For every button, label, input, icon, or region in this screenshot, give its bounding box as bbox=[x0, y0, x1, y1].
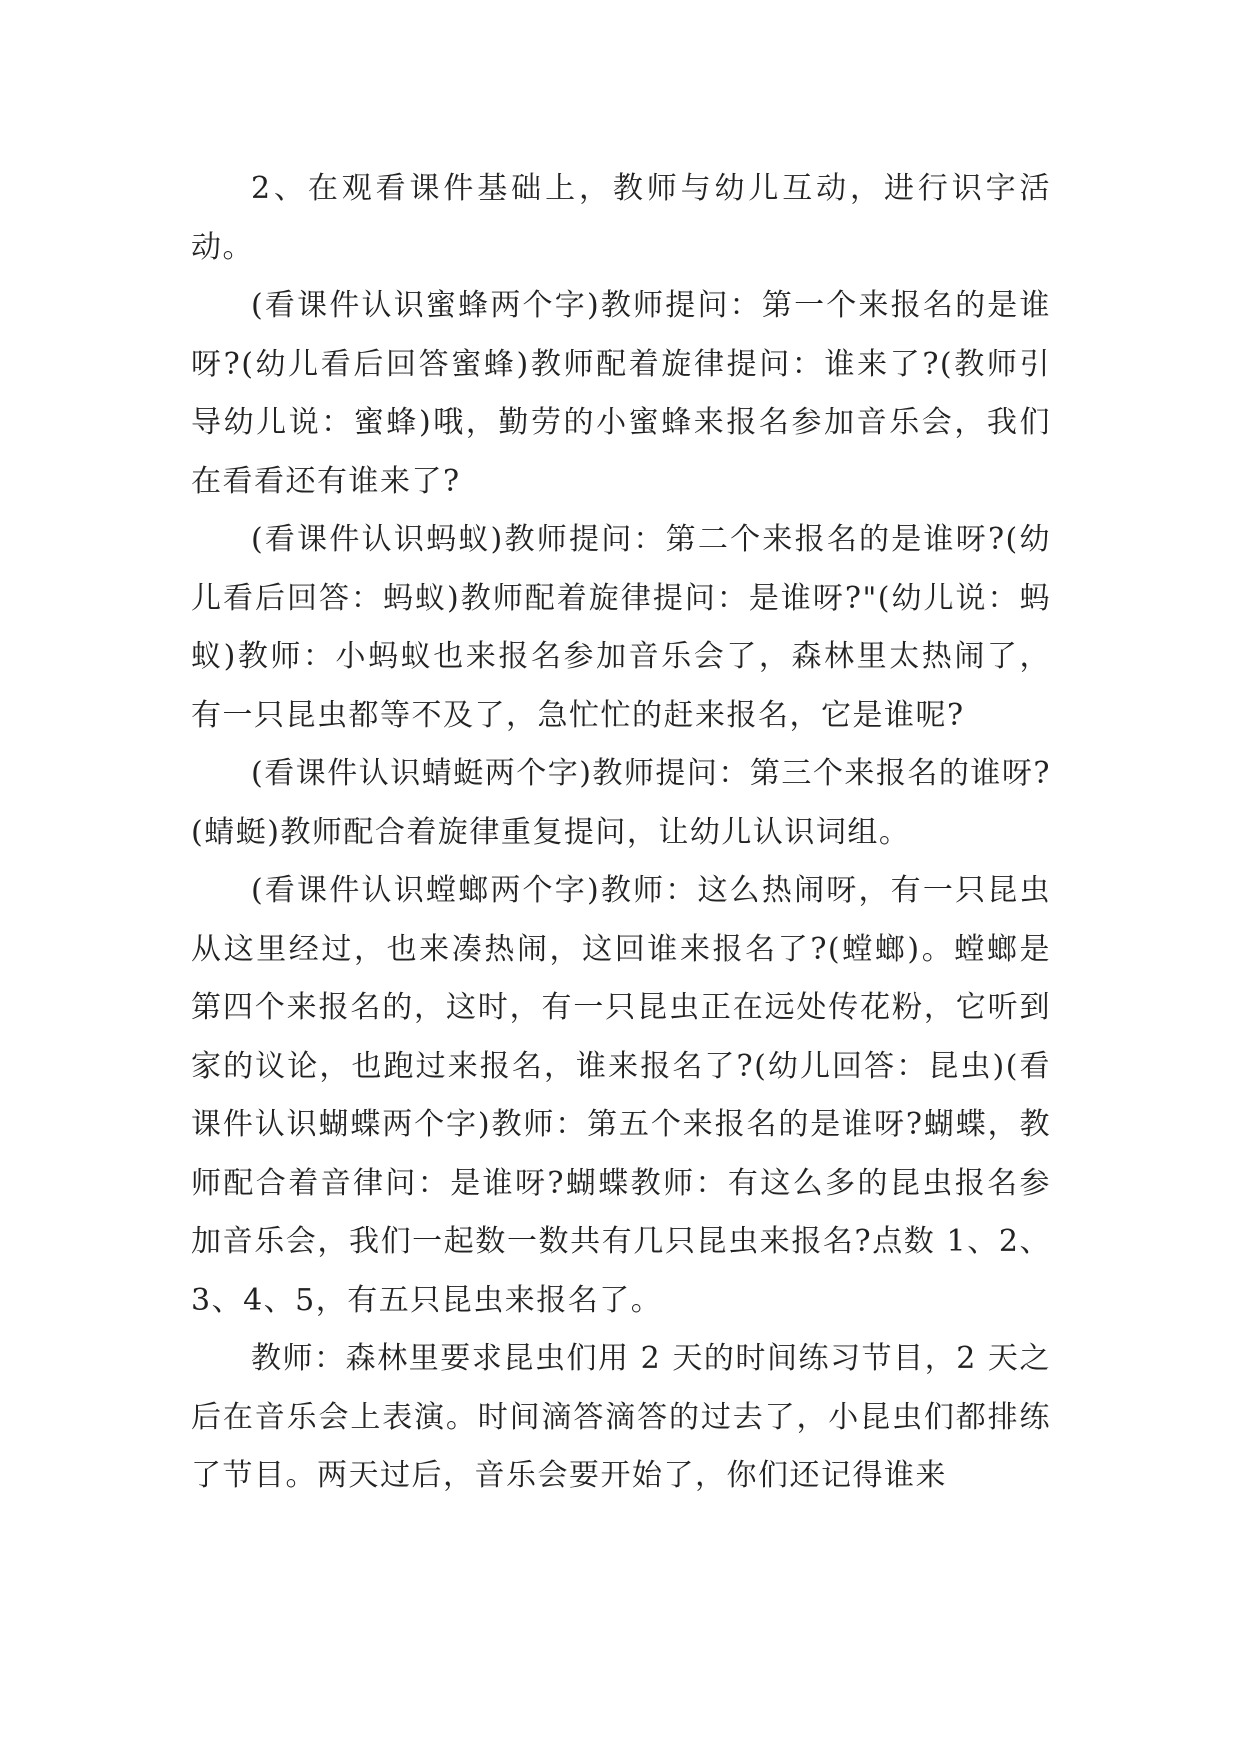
document-body bbox=[191, 160, 1051, 1506]
paragraph: 2、在观看课件基础上，教师与幼儿互动，进行识字活动。 bbox=[191, 171, 1051, 265]
paragraph: 教师：森林里要求昆虫们用 2 天的时间练习节目，2 天之后在音乐会上表演。时间滴答滴答的过去了，小昆虫们都排练了节目。两天过后，音乐会要开始了，你们还记得谁来 bbox=[191, 1341, 1051, 1493]
paragraph: (看课件认识螳螂两个字)教师：这么热闹呀，有一只昆虫从这里经过，也来凑热闹，这回谁来报名了?(螳螂)。螳螂是第四个来报名的，这时，有一只昆虫正在远处传花粉，它听到家的议论，也跑过来报名，谁来报名了?(幼儿回答：昆虫)(看课件认识蝴蝶两个字)教师：第五个来报名的是谁呀?蝴蝶，教师配合着音律问：是谁呀?蝴蝶教师：有这么多的昆虫报名参加音乐会，我们一起数一数共有几只昆虫来报名?点数 1、2、3、4、5，有五只昆虫来报名了。 bbox=[191, 873, 1051, 1318]
paragraph: (看课件认识蜻蜓两个字)教师提问：第三个来报名的谁呀?(蜻蜓)教师配合着旋律重复提问，让幼儿认识词组。 bbox=[191, 756, 1051, 850]
paragraph: (看课件认识蜜蜂两个字)教师提问：第一个来报名的是谁呀?(幼儿看后回答蜜蜂)教师配着旋律提问：谁来了?(教师引导幼儿说：蜜蜂)哦，勤劳的小蜜蜂来报名参加音乐会，我们在看看还有谁来了? bbox=[191, 288, 1051, 499]
paragraph: (看课件认识蚂蚁)教师提问：第二个来报名的是谁呀?(幼儿看后回答：蚂蚁)教师配着旋律提问：是谁呀?"(幼儿说：蚂蚁)教师：小蚂蚁也来报名参加音乐会了，森林里太热闹了，有一只昆虫都等不及了，急忙忙的赶来报名，它是谁呢? bbox=[191, 522, 1051, 733]
